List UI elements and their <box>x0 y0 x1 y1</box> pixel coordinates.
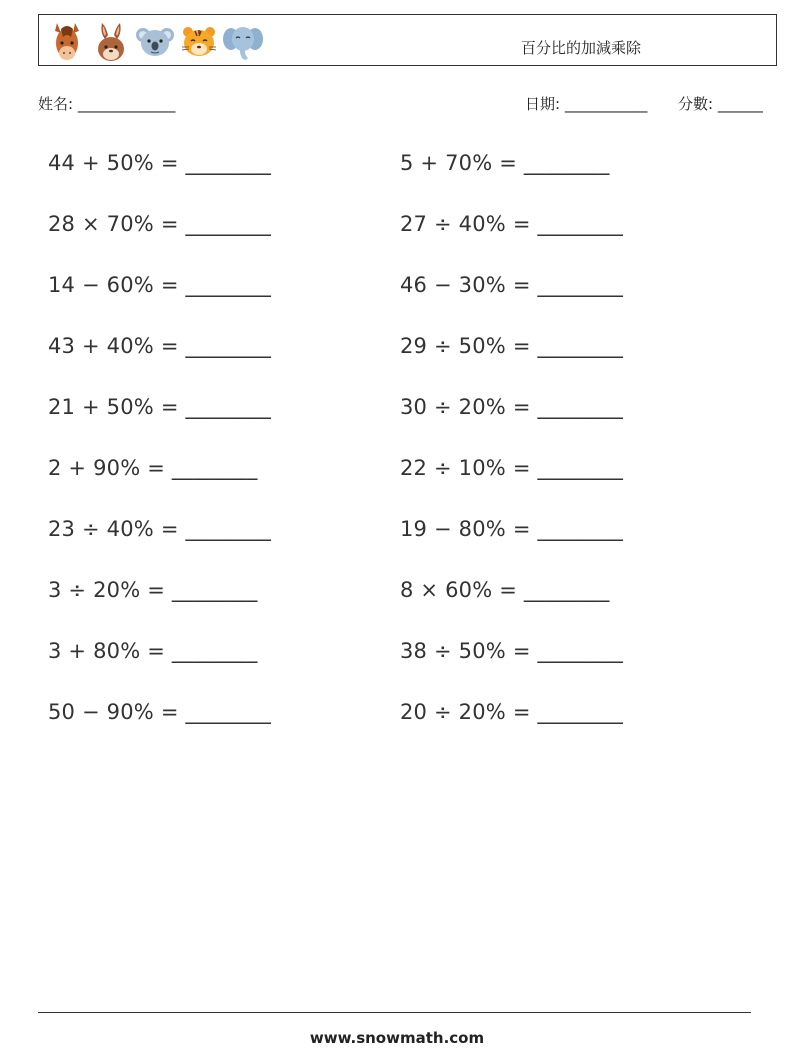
problem-right-10: 20 ÷ 20% = ________ <box>400 700 624 724</box>
footer-site: www.snowmath.com <box>309 1029 485 1047</box>
problem-left-3: 14 − 60% = ________ <box>48 273 272 297</box>
problem-left-4: 43 + 40% = ________ <box>48 334 272 358</box>
score-field: 分數: ______ <box>678 95 763 113</box>
problem-right-9: 38 ÷ 50% = ________ <box>400 639 624 663</box>
problem-right-7: 19 − 80% = ________ <box>400 517 624 541</box>
problem-right-3: 46 − 30% = ________ <box>400 273 624 297</box>
problem-left-1: 44 + 50% = ________ <box>48 151 272 175</box>
koala-icon <box>135 19 175 63</box>
problem-left-7: 23 ÷ 40% = ________ <box>48 517 272 541</box>
name-field: 姓名: _____________ <box>38 95 176 113</box>
header-box <box>38 14 777 66</box>
elephant-icon <box>223 19 263 63</box>
problem-left-2: 28 × 70% = ________ <box>48 212 272 236</box>
horse-icon <box>47 19 87 63</box>
problem-right-4: 29 ÷ 50% = ________ <box>400 334 624 358</box>
problem-right-5: 30 ÷ 20% = ________ <box>400 395 624 419</box>
worksheet-title: 百分比的加減乘除 <box>521 39 642 57</box>
date-field: 日期: ___________ <box>525 95 648 113</box>
rabbit-icon <box>91 19 131 63</box>
problem-left-9: 3 + 80% = ________ <box>48 639 258 663</box>
animal-icons <box>47 19 267 63</box>
problem-right-8: 8 × 60% = ________ <box>400 578 610 602</box>
problem-left-10: 50 − 90% = ________ <box>48 700 272 724</box>
problem-right-2: 27 ÷ 40% = ________ <box>400 212 624 236</box>
footer-divider <box>38 1012 751 1013</box>
problem-left-8: 3 ÷ 20% = ________ <box>48 578 258 602</box>
problem-right-6: 22 ÷ 10% = ________ <box>400 456 624 480</box>
problem-left-6: 2 + 90% = ________ <box>48 456 258 480</box>
tiger-icon <box>179 19 219 63</box>
problem-right-1: 5 + 70% = ________ <box>400 151 610 175</box>
problem-left-5: 21 + 50% = ________ <box>48 395 272 419</box>
